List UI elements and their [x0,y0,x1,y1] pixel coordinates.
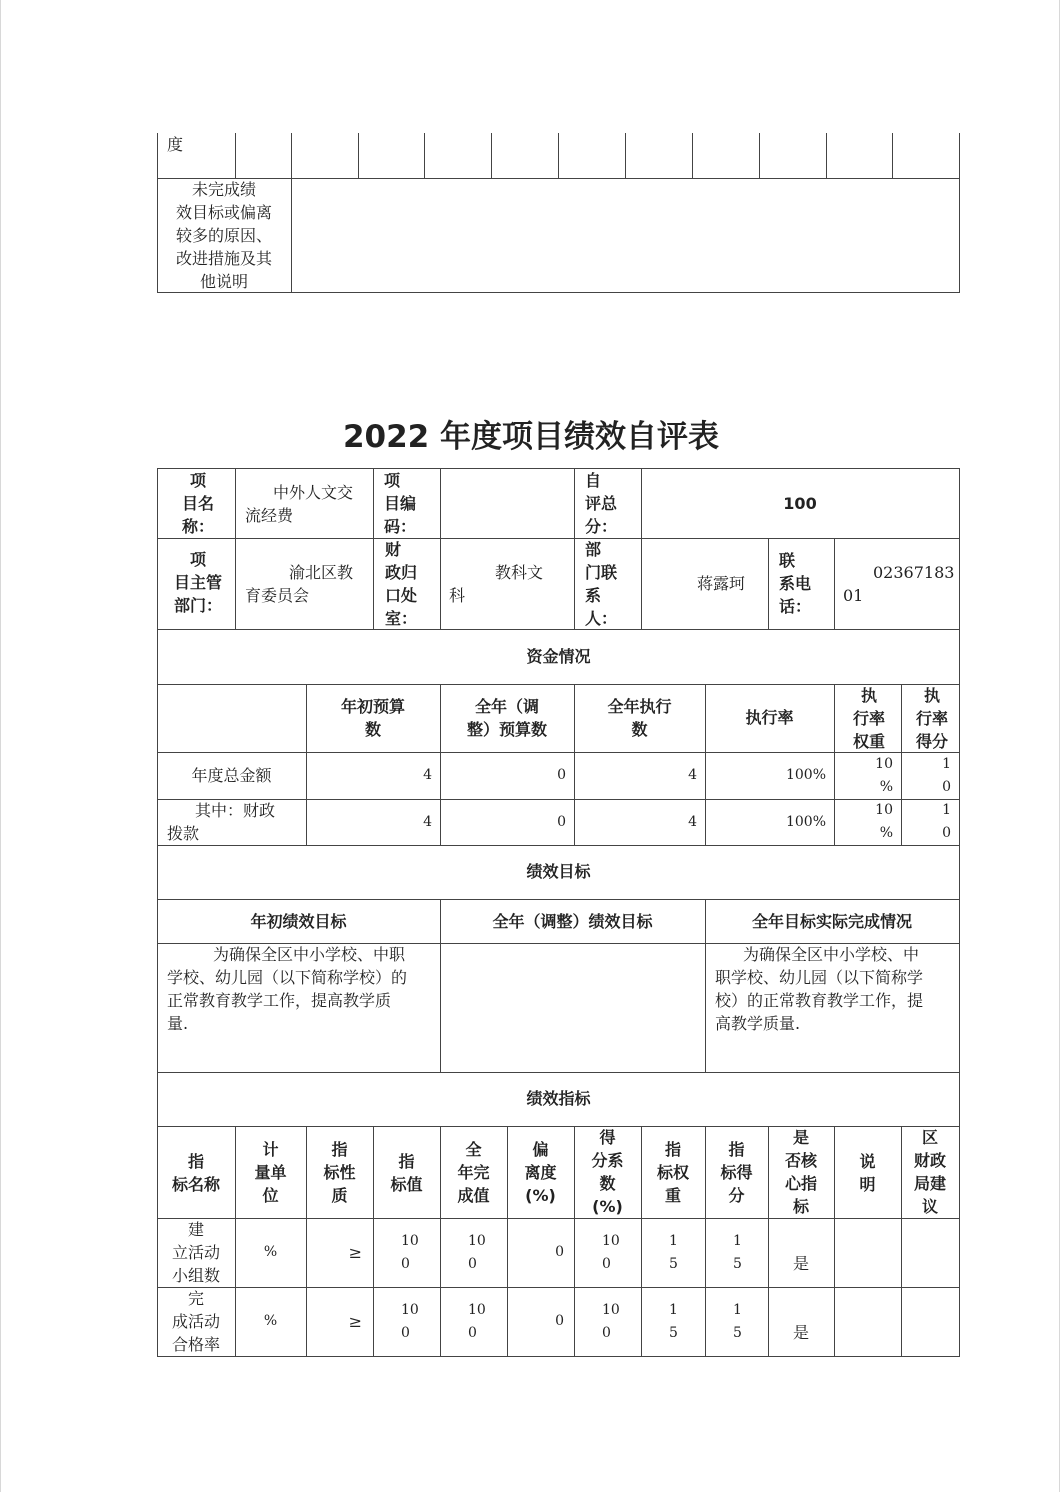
ind-col-name: 指 标名称 [171,1152,220,1194]
ind-row-unit: % [263,1313,278,1329]
ind-row-name: 完 成活动 合格率 [171,1289,220,1354]
funds-col-score: 执 行率 得分 [915,686,948,751]
funds-row-initial: 4 [423,814,432,830]
ind-row-core: 是 [792,1323,809,1342]
project-code-label: 项 目编 码： [384,471,417,536]
ind-col-weight: 指 标权 重 [656,1140,689,1205]
funds-row-initial: 4 [423,767,432,783]
ind-row-coef: 10 0 [602,1233,620,1272]
ind-col-actual: 全 年完 成值 [457,1140,490,1205]
reason-label: 未完成绩 效目标或偏离 较多的原因、 改进措施及其 他说明 [175,180,272,291]
ind-col-target: 指 标值 [390,1152,423,1194]
funds-row-executed: 4 [688,767,697,783]
ind-row-target: 10 0 [401,1302,419,1341]
contact-label: 部 门联 系 人： [585,540,618,628]
funds-row-weight: 10 % [875,802,893,841]
funds-row-score: 1 0 [942,756,951,795]
funds-row-rate: 100% [785,814,826,830]
ind-row-score: 1 5 [733,1233,742,1272]
score-label: 自 评总 分： [585,471,618,536]
funds-col-executed: 全年执行 数 [607,697,672,739]
ind-col-score: 指 标得 分 [720,1140,753,1205]
funds-row-score: 1 0 [942,802,951,841]
ind-row-coef: 10 0 [602,1302,620,1341]
ind-col-unit: 计 量单 位 [254,1140,287,1205]
goals-col-adjusted: 全年（调整）绩效目标 [492,912,653,931]
ind-row-deviation: 0 [555,1244,564,1260]
actual-goal-text: 为确保全区中小学校、中 职学校、幼儿园（以下简称学 校）的正常教育教学工作，提 高教学质量. [715,945,924,1033]
funds-row-adjusted: 0 [557,814,566,830]
ind-row-score: 1 5 [733,1302,742,1341]
funds-col-rate: 执行率 [745,708,794,727]
funds-row-label: 年度总金额 [191,766,272,785]
top-row-end-label: 度 [167,135,184,154]
project-name-label: 项 目名 称： [181,471,214,536]
ind-row-actual: 10 0 [468,1302,486,1341]
funds-col-initial: 年初预算 数 [340,697,405,739]
phone-value: 02367183 01 [843,563,955,605]
funds-section-title: 资金情况 [526,647,591,666]
funds-row-label: 其中：财政 拨款 [167,801,276,843]
funds-col-adjusted: 全年（调 整）预算数 [466,697,547,739]
finance-value: 教科文 科 [449,563,544,605]
project-name-value: 中外人文交 流经费 [245,483,354,525]
initial-goal-text: 为确保全区中小学校、中职 学校、幼儿园（以下简称学校）的 正常教育教学工作，提高教学质 量. [167,945,408,1033]
ind-col-advice: 区 财政 局建 议 [913,1128,946,1216]
page-title: 2022 年度项目绩效自评表 [342,419,720,455]
ind-col-core: 是 否核 心指 标 [784,1128,817,1216]
ind-col-deviation: 偏 离度 (%) [524,1140,557,1205]
goals-col-actual: 全年目标实际完成情况 [751,912,912,931]
score-value: 100 [783,494,817,513]
funds-row-weight: 10 % [875,756,893,795]
contact-value: 蒋露珂 [696,574,745,593]
ind-row-deviation: 0 [555,1313,564,1329]
funds-row-rate: 100% [785,767,826,783]
ind-row-nature: ≥ [348,1312,362,1331]
dept-value: 渝北区教 育委员会 [245,563,354,605]
ind-row-actual: 10 0 [468,1233,486,1272]
ind-row-target: 10 0 [401,1233,419,1272]
ind-row-name: 建 立活动 小组数 [171,1220,220,1285]
goals-col-initial: 年初绩效目标 [250,912,347,931]
ind-col-coef: 得 分系 数 (%) [591,1128,624,1216]
ind-row-unit: % [263,1244,278,1260]
dept-label: 项 目主管 部门： [173,550,222,615]
goals-section-title: 绩效目标 [526,862,591,881]
ind-col-note: 说 明 [859,1152,876,1194]
funds-row-adjusted: 0 [557,767,566,783]
indicators-section-title: 绩效指标 [526,1089,591,1108]
ind-row-core: 是 [792,1254,809,1273]
funds-row-executed: 4 [688,814,697,830]
ind-row-nature: ≥ [348,1243,362,1262]
ind-row-weight: 1 5 [669,1233,678,1272]
finance-label: 财 政归 口处 室： [385,540,418,628]
funds-col-weight: 执 行率 权重 [852,686,885,751]
ind-row-weight: 1 5 [669,1302,678,1341]
ind-col-nature: 指 标性 质 [323,1140,356,1205]
phone-label: 联 系电 话： [779,551,812,616]
